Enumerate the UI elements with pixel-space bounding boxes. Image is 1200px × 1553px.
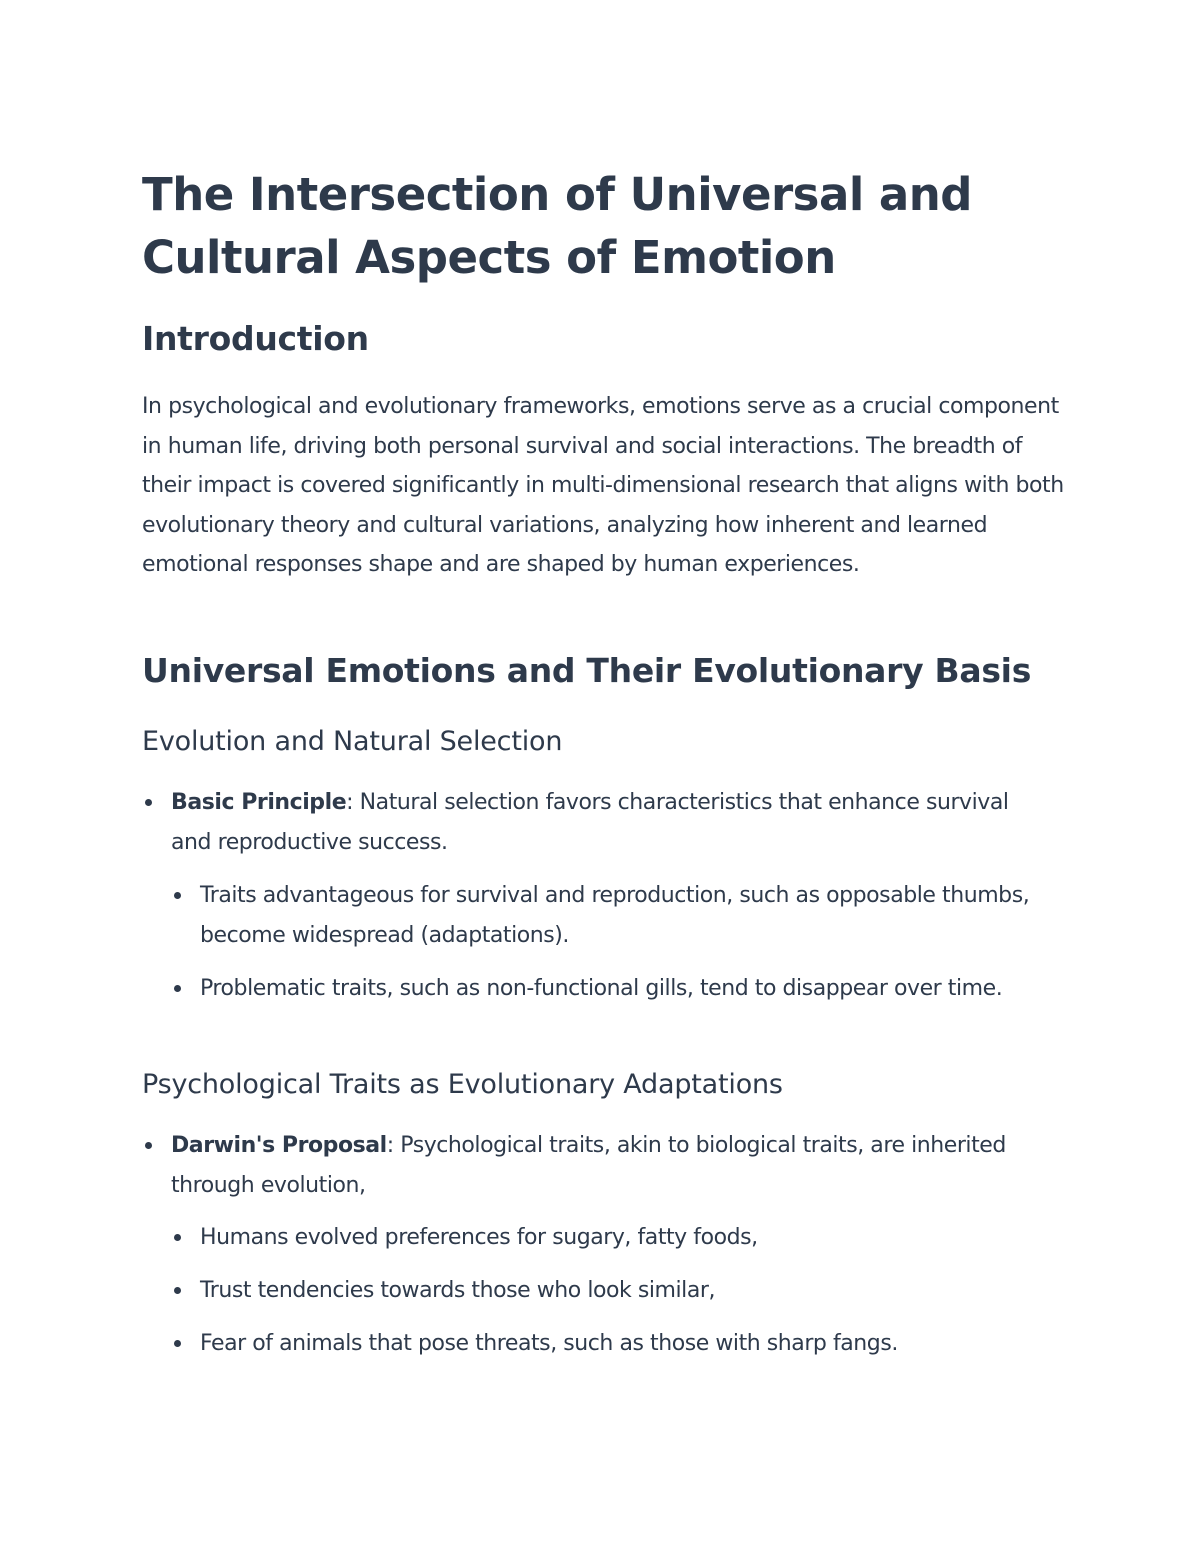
psychological-list	[171, 1126, 1051, 1206]
list-item: Humans evolved preferences for sugary, fatty foods,	[200, 1218, 1062, 1258]
list-item: Trust tendencies towards those who look similar,	[200, 1271, 1062, 1311]
subheading-psychological-traits: Psychological Traits as Evolutionary Adaptations	[142, 1069, 783, 1100]
evolution-list	[171, 783, 1051, 863]
list-item: Fear of animals that pose threats, such as those with sharp fangs.	[200, 1324, 1062, 1364]
document-title: The Intersection of Universal and Cultural Aspects of Emotion	[142, 168, 973, 284]
section-heading-introduction: Introduction	[142, 319, 369, 358]
section-heading-universal-emotions: Universal Emotions and Their Evolutionary Basis	[142, 651, 1032, 690]
list-item-text: : Psychological traits, akin to biological traits, are inherited through evolution,	[171, 1133, 1006, 1198]
introduction-paragraph: In psychological and evolutionary frameworks, emotions serve as a crucial component in human life, driving both personal survival and social interactions. The breadth of their impact is covered significantly in multi-dimensional research that aligns with both evolutionary theory and cultural variations, analyzing how inherent and learned emotional responses shape and are shaped by human experiences.	[142, 394, 1064, 578]
list-item: Traits advantageous for survival and reproduction, such as opposable thumbs, become widespread (adaptations).	[200, 876, 1062, 956]
list-item-lead: Darwin's Proposal	[171, 1133, 387, 1158]
list-item	[171, 1126, 1051, 1206]
psychological-sublist	[200, 1218, 1062, 1364]
list-item-text: : Natural selection favors characteristics that enhance survival and reproductive success.	[171, 790, 1009, 855]
evolution-sublist	[200, 876, 1062, 1009]
list-item-lead: Basic Principle	[171, 790, 347, 815]
list-item	[171, 783, 1051, 863]
subheading-evolution-natural-selection: Evolution and Natural Selection	[142, 726, 563, 757]
list-item: Problematic traits, such as non-functional gills, tend to disappear over time.	[200, 969, 1062, 1009]
